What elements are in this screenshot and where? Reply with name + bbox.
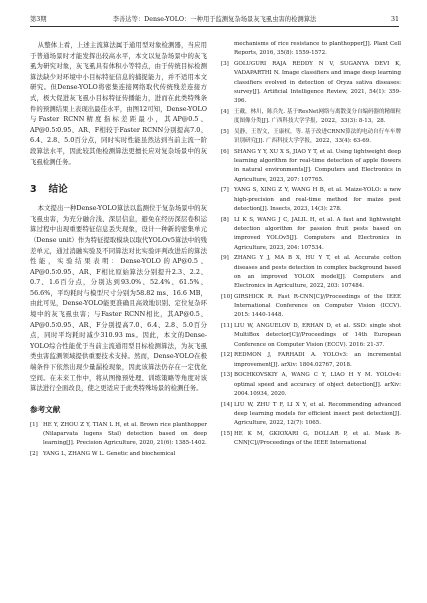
reference-item xyxy=(30,450,207,459)
reference-item xyxy=(221,108,401,127)
discussion-paragraph: 从整体上看，上述主流算法属于通用型对象检测器，当应用于普通场景时才能发挥出较高水平，本文以复杂场景中的灰飞虱为研究对象，灰飞虱具有体积小等特点，由于传统目标检测算法缺少对环境中小目标特征信息的捕捉能力，并不适用本文研究。但Dense-YOLO将密集连接网络取代传统残差连接方式，极大促进灰飞虱小目标特征传播能力，进而在此类特殊条件的预测结果上表现出最佳水平，由图12可知，Dense-YOLO与Faster RCNN精度指标差距最小，其AP@0.5、AP@0.5∶0.95、AR、F相较于Faster RCNN分别提高7.0、6.4、2.8、5.0百分点，同时实时性能虽然达到当前主流一阶段算法水平，因此较其他检测算法更擅长应对复杂场景中的灰飞虱检测任务。 xyxy=(30,41,207,166)
conclusion-paragraph: 本文提出一种Dense-YOLO算法以监测位于复杂场景中的灰飞虱虫害，为充分融合浅、深层信息，避免在经历深层卷积运算过程中出现重要特征信息丢失现象，设计一种新的密集单元（Dense unit）作为特征提取模块以取代YOLOv5算法中的残差单元，通过消融实验及不同算法对比实验评判改进后的算法性能，实验结果表明：Dense-YOLO的AP@0.5、AP@0.5∶0.95、AR、F相比原始算法分别提升2.3、2.2、0.7、1.6百分点，分别达到93.0%、52.4%、61.5%、56.6%，平均耗时与模型尺寸分别为58.82 ms、16.6 MB，由此可见，Dense-YOLO能更准确且高效地识别、定位复杂环境中的灰飞虱虫害；与Faster RCNN相比，其AP@0.5、AP@0.5∶0.95、AR、F分别提高7.0、6.4、2.8、5.0百分点，同时平均耗时减少310.93 ms。因此，本文的Dense-YOLO综合性能优于当前主流通用型目标检测算法，为灰飞虱类虫害监测领域提供重要技术支持。然而，Dense-YOLO在极端条件下依然出现少量漏检现象，因此该算法仍存在一定优化空间。在未来工作中，将从图像预处理、训练策略等角度对该算法进行全面改良，使之更适应于此类特殊场景的检测任务。 xyxy=(30,204,207,393)
reference-text: GOLUGURI RAJA REDDY N V, SUGANYA DEVI K, VADAPARTHI N. Image classifiers and image deep learning classifiers evolved in detection of Oryza sativa diseases: survey[J]. Artificial Intelligence Review, 2021, 54(1): 359-396. xyxy=(234,60,401,105)
reference-item xyxy=(221,40,401,59)
reference-item xyxy=(221,186,401,214)
reference-text: LI K S, WANG J C, JALIL H, et al. A fast and lightweight detection algorithm for passion fruit pests based on improved YOLOv5[J]. Computers and Electronics in Agriculture, 2023, 204: 107534. xyxy=(234,216,401,251)
reference-text: LIU W, ZHU T F, LI X Y, et al. Recommending advanced deep learning models for efficient insect pest detection[J]. Agriculture, 2022, 12(7): 1065. xyxy=(234,401,401,427)
right-column xyxy=(221,40,401,595)
reference-number: [13] xyxy=(221,372,233,379)
references-heading: 参考文献 xyxy=(30,404,61,414)
reference-item xyxy=(221,254,401,291)
section-number: 3 xyxy=(30,184,37,196)
reference-list-right xyxy=(221,40,401,449)
reference-number: [3] xyxy=(221,60,229,67)
reference-item xyxy=(221,430,401,449)
reference-item xyxy=(221,401,401,429)
reference-text: YANG L, ZHANG W L. Genetic and biochemical xyxy=(43,451,176,458)
reference-text: BOCHKOVSKIY A, WANG C Y, LIAO H Y M. YOLOv4: optimal speed and accuracy of object detection[J]. arXiv: 2004.10934, 2020. xyxy=(234,372,401,397)
reference-number: [4] xyxy=(221,108,229,115)
reference-number: [14] xyxy=(221,401,233,408)
reference-number: [2] xyxy=(30,451,38,458)
running-header xyxy=(30,14,399,27)
reference-text: GIRSHICK R. Fast R-CNN[C]//Proceedings of the IEEE International Conference on Computer Vision (ICCV). 2015: 1440-1448. xyxy=(234,293,401,319)
reference-text: YANG S, XING Z Y, WANG H B, et al. Maize-YOLO: a new high-precision and real-time method for maize pest detection[J]. Insects, 2023, 14(3): 278. xyxy=(234,187,401,212)
page-number: 31 xyxy=(390,16,399,23)
reference-text: SHANG Y Y, XU X S, JIAO Y T, et al. Using lightweight deep learning algorithm for real-time detection of apple flowers in natural environments[J]. Computers and Electronics in Agriculture, 2023, 207: 107765. xyxy=(234,148,401,183)
reference-number: [9] xyxy=(221,255,229,262)
reference-number: [5] xyxy=(221,128,229,135)
reference-text: REDMON J, FARHADI A. YOLOv3: an incremental improvement[J]. arXiv: 1804.02767, 2018. xyxy=(234,352,401,368)
reference-number: [12] xyxy=(221,352,233,359)
reference-text: 吴静，王智文，王康权，等. 基于改进CRNN算法的电动自行车车牌识别研究[J]. 广西科技大学学报，2022，33(4): 63-69. xyxy=(234,128,401,145)
reference-list-left xyxy=(30,421,207,460)
reference-number: [1] xyxy=(30,421,38,428)
reference-number: [8] xyxy=(221,216,229,223)
reference-item xyxy=(221,293,401,321)
issue-number: 第3期 xyxy=(30,16,47,23)
reference-number: [15] xyxy=(221,430,233,437)
reference-item xyxy=(221,371,401,399)
reference-text: LIU W, ANGUELOV D, ERHAN D, et al. SSD: single shot MultiBox detector[C]//Proceedings of 14th European Conference on Computer Vision (ECCV). 2016: 21-37. xyxy=(234,323,401,348)
reference-number: [10] xyxy=(221,293,233,300)
reference-item xyxy=(221,148,401,185)
reference-item xyxy=(221,351,401,370)
section-heading xyxy=(30,181,207,195)
reference-item xyxy=(221,322,401,350)
reference-number: [7] xyxy=(221,187,229,194)
reference-text: ZHANG Y J, MA B X, HU Y T, et al. Accurate cotton diseases and pests detection in complex background based on an improved YOLOX model[J]. Computers and Electronics in Agriculture, 2022, 203: 107484. xyxy=(234,255,401,290)
reference-text: 王戴，林川，陈兵先. 基于ResNet网络与离散变分自编码器的精细粒度图像分类[J]. 广西科技大学学报，2022，33(3): 8-13，28. xyxy=(234,108,401,125)
section-title: 结论 xyxy=(48,184,68,196)
reference-item xyxy=(221,128,401,147)
reference-item xyxy=(30,421,207,449)
reference-text: HE Y, ZHOU Z Y, TIAN L H, et al. Brown rice planthopper (Nilaparvata lugens Stal) detection based on deep learning[J]. Precision Agriculture, 2020, 21(6): 1385-1402. xyxy=(43,421,207,447)
two-column-body xyxy=(30,40,399,595)
reference-text: mechanisms of rice resistance to planthopper[J]. Plant Cell Reports, 2016, 35(8): 1559-1572. xyxy=(234,41,401,57)
reference-item xyxy=(221,216,401,253)
reference-number: [6] xyxy=(221,148,229,155)
left-column xyxy=(30,40,207,595)
reference-text: HE K M, GKIOXARI G, DOLLAR P, et al. Mask R-CNN[C]//Proceedings of the IEEE International xyxy=(234,430,401,447)
reference-item xyxy=(221,60,401,106)
reference-number: [11] xyxy=(221,323,233,330)
running-title: 李善达等：Dense-YOLO：一种用于监测复杂场景灰飞虱虫害的检测算法 xyxy=(112,16,317,23)
